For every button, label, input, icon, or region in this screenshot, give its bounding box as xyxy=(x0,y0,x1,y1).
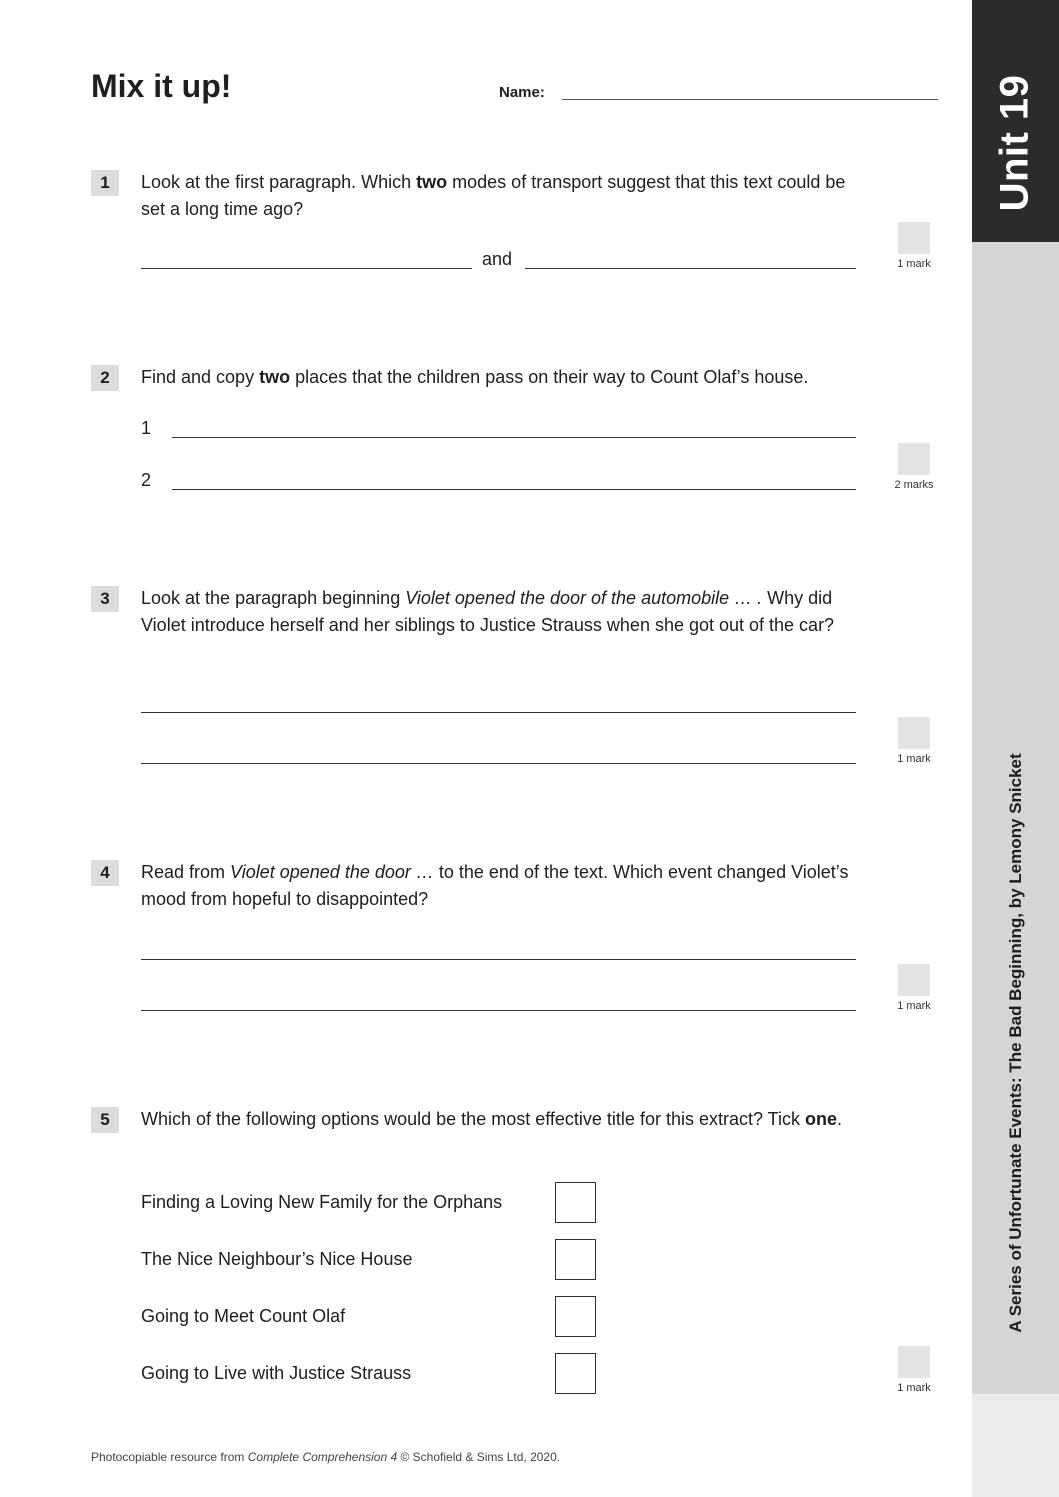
mark-label: 1 mark xyxy=(897,1000,931,1012)
line-number: 1 xyxy=(141,418,152,438)
question-text: Which of the following options would be the most effective title for this extract? Tick one. xyxy=(141,1109,843,1129)
page-title: Mix it up! xyxy=(91,68,232,104)
answer-line[interactable] xyxy=(141,763,856,764)
question-text: Find and copy two places that the children pass on their way to Count Olaf’s house. xyxy=(141,367,809,387)
answer-line[interactable] xyxy=(525,268,856,269)
mark-label: 1 mark xyxy=(897,1382,931,1394)
and-label: and xyxy=(482,249,513,269)
name-field[interactable] xyxy=(562,99,938,100)
answer-line[interactable] xyxy=(172,437,856,438)
name-label: Name: xyxy=(499,84,545,101)
mark-label: 2 marks xyxy=(894,479,934,491)
option-label: Finding a Loving New Family for the Orphans xyxy=(141,1192,503,1212)
line-number: 2 xyxy=(141,470,152,490)
option-label: Going to Meet Count Olaf xyxy=(141,1306,346,1326)
question-number: 2 xyxy=(91,365,119,391)
question-text: Look at the first paragraph. Which two modes of transport suggest that this text could be set a long time ago? xyxy=(141,172,846,219)
mark-label: 1 mark xyxy=(897,258,931,270)
option-label: Going to Live with Justice Strauss xyxy=(141,1363,412,1383)
mark-box xyxy=(898,222,930,254)
answer-line[interactable] xyxy=(141,959,856,960)
answer-line[interactable] xyxy=(141,712,856,713)
question-number: 3 xyxy=(91,586,119,612)
question-text: Read from Violet opened the door … to the end of the text. Which event changed Violet’s mood from hopeful to disappointed? xyxy=(141,862,849,909)
question-number: 5 xyxy=(91,1107,119,1133)
question-text: Look at the paragraph beginning Violet opened the door of the automobile … . Why did Violet introduce herself and her siblings to Justice Strauss when she got out of the car? xyxy=(141,588,835,635)
answer-line[interactable] xyxy=(141,1010,856,1011)
tick-box[interactable] xyxy=(555,1182,596,1223)
mark-label: 1 mark xyxy=(897,753,931,765)
answer-line[interactable] xyxy=(172,489,856,490)
footer: Photocopiable resource from Complete Comprehension 4 © Schofield & Sims Ltd, 2020. xyxy=(91,1450,561,1464)
tick-box[interactable] xyxy=(555,1239,596,1280)
question-number: 1 xyxy=(91,170,119,196)
tick-box[interactable] xyxy=(555,1353,596,1394)
question-number: 4 xyxy=(91,860,119,886)
answer-line[interactable] xyxy=(141,268,472,269)
unit-label: Unit 19 xyxy=(992,74,1037,212)
book-title: A Series of Unfortunate Events: The Bad Beginning, by Lemony Snicket xyxy=(1006,753,1025,1333)
option-label: The Nice Neighbour’s Nice House xyxy=(141,1249,413,1269)
mark-box xyxy=(898,717,930,749)
mark-box xyxy=(898,443,930,475)
tick-box[interactable] xyxy=(555,1296,596,1337)
mark-box xyxy=(898,964,930,996)
mark-box xyxy=(898,1346,930,1378)
